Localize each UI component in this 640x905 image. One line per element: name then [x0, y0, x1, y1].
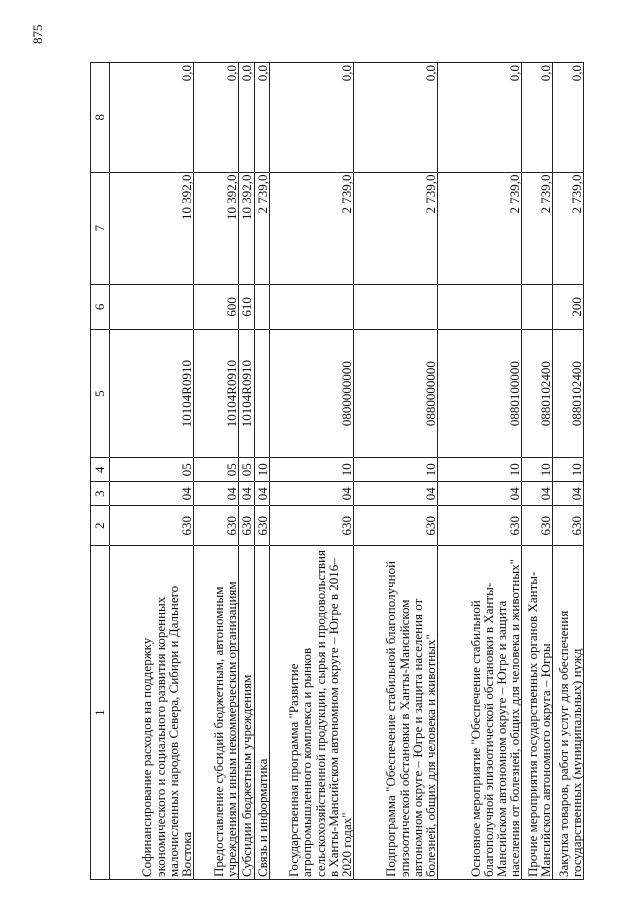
- table-row: [438, 63, 522, 880]
- row-target-code: 10104R0910: [194, 330, 239, 458]
- row-amount-2: 0,0: [239, 63, 254, 173]
- row-section-code: 04: [522, 482, 553, 506]
- row-expense-type: 610: [239, 284, 254, 329]
- table-row: [522, 63, 553, 880]
- row-amount-2: 0,0: [553, 63, 584, 173]
- row-section-code: 04: [553, 482, 584, 506]
- row-subsection-code: 05: [194, 458, 239, 482]
- col-header-8: 8: [91, 63, 110, 173]
- row-expense-type: [522, 284, 553, 329]
- row-name: Предоставление субсидий бюджетным, автономным учреждениям и иным некоммерческим организациям: [194, 546, 239, 880]
- row-target-code: 0880102400: [553, 330, 584, 458]
- table-row: [110, 63, 194, 880]
- row-target-code: 0880102400: [522, 330, 553, 458]
- row-target-code: 0880100000: [438, 330, 522, 458]
- row-amount-2: 0,0: [110, 63, 194, 173]
- row-amount: 2 739,0: [522, 172, 553, 284]
- row-section-code: 04: [438, 482, 522, 506]
- row-name: Связь и информатика: [254, 546, 269, 880]
- row-amount-2: 0,0: [354, 63, 438, 173]
- header-row: [91, 63, 110, 880]
- row-ministry-code: 630: [270, 506, 354, 546]
- row-name: Основное мероприятие "Обеспечение стабильной благополучной эпизоотической обстановки в Ханты-Мансийском автономном округе – Югре и защита населения от болезней, общих для человека и животных": [438, 546, 522, 880]
- col-header-1: 1: [91, 546, 110, 880]
- row-expense-type: [110, 284, 194, 329]
- row-amount: 10 392,0: [239, 172, 254, 284]
- row-expense-type: [254, 284, 269, 329]
- row-section-code: 04: [239, 482, 254, 506]
- row-target-code: 0800000000: [270, 330, 354, 458]
- row-expense-type: [270, 284, 354, 329]
- table-row: [239, 63, 254, 880]
- row-expense-type: 600: [194, 284, 239, 329]
- row-target-code: 10104R0910: [239, 330, 254, 458]
- row-amount: 10 392,0: [194, 172, 239, 284]
- row-name: Государственная программа "Развитие агропромышленного комплекса и рынков сельскохозяйственной продукции, сырья и продовольствия в Ханты-Мансийском автономном округе – Югре в 2016–2020 годах": [270, 546, 354, 880]
- row-target-code: 0880000000: [354, 330, 438, 458]
- row-ministry-code: 630: [354, 506, 438, 546]
- row-name: Софинансирование расходов на поддержку экономического и социального развития коренных малочисленных народов Севера, Сибири и Дальнего Востока: [110, 546, 194, 880]
- col-header-3: 3: [91, 482, 110, 506]
- row-target-code: 10104R0910: [110, 330, 194, 458]
- row-subsection-code: 10: [254, 458, 269, 482]
- row-section-code: 04: [194, 482, 239, 506]
- row-name: Прочие мероприятия государственных органов Ханты-Мансийского автономного округа – Югры: [522, 546, 553, 880]
- row-amount: 2 739,0: [270, 172, 354, 284]
- row-expense-type: [354, 284, 438, 329]
- row-ministry-code: 630: [194, 506, 239, 546]
- table-row: [270, 63, 354, 880]
- row-expense-type: [438, 284, 522, 329]
- row-amount: 10 392,0: [110, 172, 194, 284]
- col-header-5: 5: [91, 330, 110, 458]
- row-amount: 2 739,0: [254, 172, 269, 284]
- row-amount: 2 739,0: [438, 172, 522, 284]
- row-amount-2: 0,0: [254, 63, 269, 173]
- row-expense-type: 200: [553, 284, 584, 329]
- row-ministry-code: 630: [239, 506, 254, 546]
- budget-table: [90, 62, 584, 880]
- table-row: [194, 63, 239, 880]
- col-header-7: 7: [91, 172, 110, 284]
- row-ministry-code: 630: [553, 506, 584, 546]
- row-subsection-code: 10: [522, 458, 553, 482]
- page-number: 875: [30, 24, 45, 44]
- row-name: Закупка товаров, работ и услуг для обеспечения государственных (муниципальных) нужд: [553, 546, 584, 880]
- row-amount-2: 0,0: [438, 63, 522, 173]
- row-amount-2: 0,0: [194, 63, 239, 173]
- row-subsection-code: 05: [239, 458, 254, 482]
- row-section-code: 04: [254, 482, 269, 506]
- row-subsection-code: 10: [270, 458, 354, 482]
- row-ministry-code: 630: [522, 506, 553, 546]
- row-subsection-code: 10: [553, 458, 584, 482]
- table-row: [254, 63, 269, 880]
- row-amount: 2 739,0: [553, 172, 584, 284]
- col-header-2: 2: [91, 506, 110, 546]
- row-section-code: 04: [354, 482, 438, 506]
- row-name: Субсидии бюджетным учреждениям: [239, 546, 254, 880]
- table-row: [553, 63, 584, 880]
- row-section-code: 04: [270, 482, 354, 506]
- budget-table-page: [90, 62, 584, 880]
- row-name: Подпрограмма "Обеспечение стабильной благополучной эпизоотической обстановки в Ханты-Мансийском автономном округе – Югре и защита населения от болезней, общих для человека и животных": [354, 546, 438, 880]
- row-target-code: [254, 330, 269, 458]
- table-row: [354, 63, 438, 880]
- row-section-code: 04: [110, 482, 194, 506]
- row-amount-2: 0,0: [522, 63, 553, 173]
- row-ministry-code: 630: [254, 506, 269, 546]
- col-header-6: 6: [91, 284, 110, 329]
- row-amount-2: 0,0: [270, 63, 354, 173]
- col-header-4: 4: [91, 458, 110, 482]
- row-subsection-code: 10: [438, 458, 522, 482]
- row-ministry-code: 630: [438, 506, 522, 546]
- row-subsection-code: 05: [110, 458, 194, 482]
- row-subsection-code: 10: [354, 458, 438, 482]
- row-amount: 2 739,0: [354, 172, 438, 284]
- row-ministry-code: 630: [110, 506, 194, 546]
